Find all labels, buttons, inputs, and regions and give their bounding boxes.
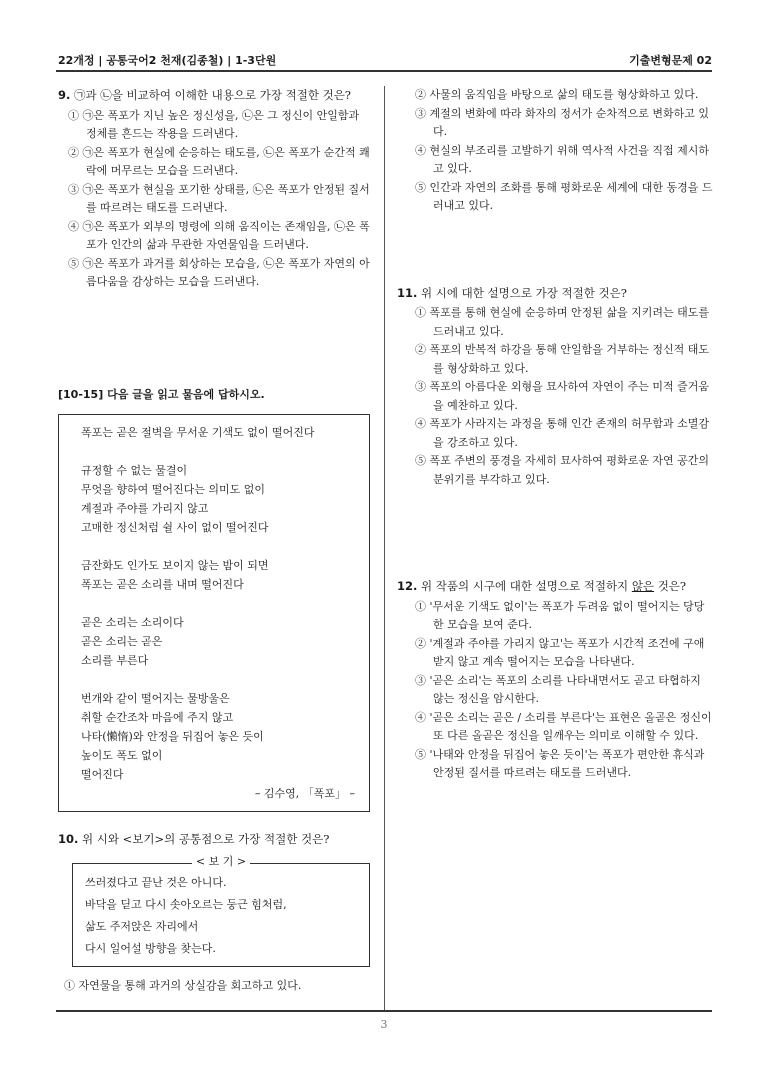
question-12-stem: 12. 위 작품의 시구에 대한 설명으로 적절하지 않은 것은?: [397, 579, 687, 593]
poem-line: 폭포는 곧은 소리를 내며 떨어진다: [81, 578, 244, 591]
header-left: 22개정 | 공통국어2 천재(김종철) | 1-3단원: [58, 54, 277, 67]
q11-option-5[interactable]: ⑤ 폭포 주변의 풍경을 자세히 묘사하여 평화로운 자연 공간의 분위기를 부각하고 있다.: [415, 454, 709, 486]
poem-stanza-3: [81, 556, 359, 594]
bogi-line: 삶도 주저앉은 자리에서: [85, 919, 199, 933]
q12-option-2[interactable]: ② '계절과 주야를 가리지 않고'는 폭포가 시간적 조건에 구애받지 않고 계속 떨어지는 모습을 나타낸다.: [415, 636, 705, 668]
poem-line: 규정할 수 없는 물결이: [81, 464, 188, 477]
q12-option-5[interactable]: ⑤ '나태와 안정을 뒤집어 놓은 듯이'는 폭포가 편안한 휴식과 안정된 질서를 따르려는 태도를 드러낸다.: [415, 747, 705, 779]
page-number: 3: [380, 1018, 388, 1031]
poem-line: 곧은 소리는 곧은: [81, 635, 163, 648]
poem-line: 무엇을 향하여 떨어진다는 의미도 없이: [81, 483, 266, 496]
poem-line: 취할 순간조차 마음에 주지 않고: [81, 711, 234, 724]
poem-line: 계절과 주야를 가리지 않고: [81, 502, 209, 515]
poem-line: 고매한 정신처럼 쉴 사이 없이 떨어진다: [81, 521, 269, 534]
question-11: [397, 284, 713, 490]
poem-stanza-5: [81, 689, 359, 784]
q10-option-1[interactable]: ① 자연물을 통해 과거의 상실감을 회고하고 있다.: [64, 978, 302, 992]
set-instruction: [10-15] 다음 글을 읽고 물음에 답하시오.: [58, 387, 265, 401]
q12-option-4[interactable]: ④ '곧은 소리는 곧은 / 소리를 부른다'는 표현은 올곧은 정신이 또 다른 올곧은 정신을 일깨우는 의미로 이해할 수 있다.: [415, 710, 712, 742]
poem-stanza-2: [81, 461, 359, 537]
question-9: [58, 86, 370, 292]
poem-line: 높이도 폭도 없이: [81, 749, 163, 762]
question-11-stem: 11. 위 시에 대한 설명으로 가장 적절한 것은?: [397, 285, 627, 300]
poem-line: 번개와 같이 떨어지는 물방울은: [81, 692, 230, 705]
q9-option-4[interactable]: ④ ㉠은 폭포가 외부의 명령에 의해 움직이는 존재임을, ㉡은 폭포가 인간의 삶과 무관한 자연물임을 드러낸다.: [68, 219, 370, 251]
q9-option-2[interactable]: ② ㉠은 폭포가 현실에 순응하는 태도를, ㉡은 폭포가 순간적 쾌락에 머무르는 모습을 드러낸다.: [68, 145, 370, 177]
poem-stanza-4: [81, 613, 359, 670]
q10-option-3[interactable]: ③ 계절의 변화에 따라 화자의 정서가 순차적으로 변화하고 있다.: [415, 106, 709, 138]
q9-option-5[interactable]: ⑤ ㉠은 폭포가 과거를 회상하는 모습을, ㉡은 폭포가 자연의 아름다움을 감상하는 모습을 드러낸다.: [68, 256, 370, 288]
q11-option-3[interactable]: ③ 폭포의 아름다운 외형을 묘사하여 자연이 주는 미적 즐거움을 예찬하고 있다.: [415, 380, 709, 412]
q11-option-1[interactable]: ① 폭포를 통해 현실에 순응하며 안정된 삶을 지키려는 태도를 드러내고 있다.: [415, 306, 709, 338]
poem-stanza-1: [81, 423, 359, 442]
left-column: [58, 86, 370, 995]
q9-option-3[interactable]: ③ ㉠은 폭포가 현실을 포기한 상태를, ㉡은 폭포가 안정된 질서를 따르려는 태도를 드러낸다.: [68, 182, 370, 214]
q10-options-continued: [397, 86, 713, 216]
poem-line: 금잔화도 인가도 보이지 않는 밤이 되면: [81, 559, 269, 572]
q9-option-1[interactable]: ① ㉠은 폭포가 지닌 높은 정신성을, ㉡은 그 정신이 안일함과 정체를 흔드는 작용을 드러낸다.: [68, 108, 360, 140]
q10-option-2[interactable]: ② 사물의 움직임을 바탕으로 삶의 태도를 형상화하고 있다.: [415, 88, 699, 101]
bogi-line: 쓰러졌다고 끝난 것은 아니다.: [85, 875, 227, 889]
q11-option-4[interactable]: ④ 폭포가 사라지는 과정을 통해 인간 존재의 허무함과 소멸감을 강조하고 있다.: [415, 417, 709, 449]
question-9-stem: 9. ㉠과 ㉡을 비교하여 이해한 내용으로 가장 적절한 것은?: [58, 88, 351, 102]
bogi-title: < 보 기 >: [73, 855, 369, 869]
poem-author: – 김수영, 「폭포」 –: [254, 787, 355, 800]
question-10-stem: 10. 위 시와 <보기>의 공통점으로 가장 적절한 것은?: [58, 832, 330, 846]
q12-option-1[interactable]: ① '무서운 기색도 없이'는 폭포가 두려움 없이 떨어지는 당당한 모습을 보여 준다.: [415, 599, 705, 631]
emphasis-underline: 않은: [631, 579, 655, 593]
header-rule: [56, 70, 712, 72]
poem-line: 소리를 부른다: [81, 654, 149, 667]
q12-option-3[interactable]: ③ '곧은 소리'는 폭포의 소리를 나타내면서도 곧고 타협하지 않는 정신을 암시한다.: [415, 673, 701, 705]
poem-line: 폭포는 곧은 절벽을 무서운 기색도 없이 떨어진다: [81, 426, 315, 439]
q10-option-4[interactable]: ④ 현실의 부조리를 고발하기 위해 역사적 사건을 직접 제시하고 있다.: [415, 143, 709, 175]
poem-line: 떨어진다: [81, 768, 124, 781]
q11-option-2[interactable]: ② 폭포의 반복적 하강을 통해 안일함을 거부하는 정신적 태도를 형상화하고 있다.: [415, 343, 709, 375]
q10-option-5[interactable]: ⑤ 인간과 자연의 조화를 통해 평화로운 세계에 대한 동경을 드러내고 있다.: [415, 180, 713, 212]
right-column: [397, 86, 713, 783]
bogi-line: 다시 일어설 방향을 찾는다.: [85, 941, 216, 955]
poem-line: 곧은 소리는 소리이다: [81, 616, 184, 629]
bogi-box: [72, 854, 370, 967]
header-right: 기출변형문제 02: [629, 54, 712, 67]
question-12: [397, 577, 713, 783]
footer-rule: [56, 1010, 712, 1012]
column-divider: [384, 86, 385, 1012]
question-10: [58, 830, 370, 995]
poem-box: [58, 414, 370, 812]
poem-line: 나타(懶惰)와 안정을 뒤집어 놓은 듯이: [81, 730, 264, 743]
bogi-line: 바닥을 딛고 다시 솟아오르는 둥근 힘처럼,: [85, 897, 287, 911]
